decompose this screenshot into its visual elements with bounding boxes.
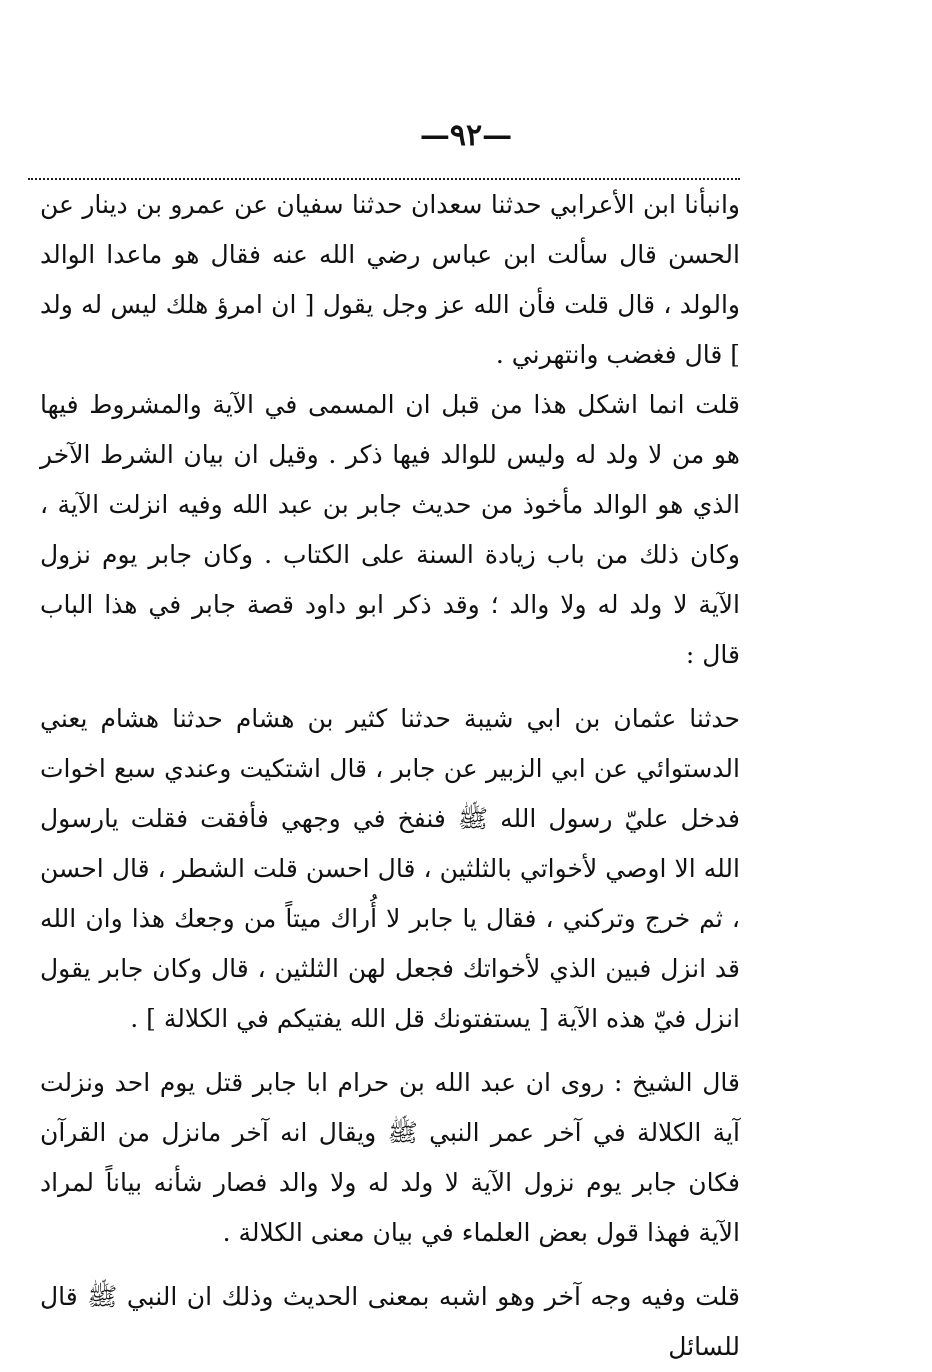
paragraph-4: قال الشيخ : روى ان عبد الله بن حرام ابا جابر قتل يوم احد ونزلت آية الكلالة في آخر عمر النبي ﷺ ويقال انه آخر مانزل من القرآن فكان جابر يوم نزول الآية لا ولد له ولا والد فصار شأنه بياناً لمراد الآية فهذا قول بعض العلماء في بيان معنى الكلالة . [40,1068,740,1247]
paragraph-2: قلت انما اشكل هذا من قبل ان المسمى في الآية والمشروط فيها هو من لا ولد له وليس للوالد فيها ذكر . وقيل ان بيان الشرط الآخر الذي هو الوالد مأخوذ من حديث جابر بن عبد الله وفيه انزلت الآية ، وكان ذلك من باب زيادة السنة على الكتاب . وكان جابر يوم نزول الآية لا ولد له ولا والد ؛ وقد ذكر ابو داود قصة جابر في هذا الباب قال : [40,390,740,669]
paragraph-3: حدثنا عثمان بن ابي شيبة حدثنا كثير بن هشام حدثنا هشام يعني الدستوائي عن ابي الزبير عن جابر ، قال اشتكيت وعندي سبع اخوات فدخل عليّ رسول الله ﷺ فنفخ في وجهي فأفقت فقلت يارسول الله الا اوصي لأخواتي بالثلثين ، قال احسن قلت الشطر ، قال احسن ، ثم خرج وتركني ، فقال يا جابر لا أُراك ميتاً من وجعك هذا وان الله قد انزل فبين الذي لأخواتك فجعل لهن الثلثين ، قال وكان جابر يقول انزل فيّ هذه الآية [ يستفتونك قل الله يفتيكم في الكلالة ] . [40,704,740,1033]
paragraph-1: وانبأنا ابن الأعرابي حدثنا سعدان حدثنا سفيان عن عمرو بن دينار عن الحسن قال سألت ابن عباس رضي الله عنه فقال هو ماعدا الوالد والولد ، قال قلت فأن الله عز وجل يقول [ ان امرؤ هلك ليس له ولد ] قال فغضب وانتهرني . [40,190,740,369]
page-number: —٩٢— [419,118,513,153]
paragraph-5: قلت وفيه وجه آخر وهو اشبه بمعنى الحديث وذلك ان النبي ﷺ قال للسائل [40,1282,740,1361]
body-text [40,180,740,1372]
